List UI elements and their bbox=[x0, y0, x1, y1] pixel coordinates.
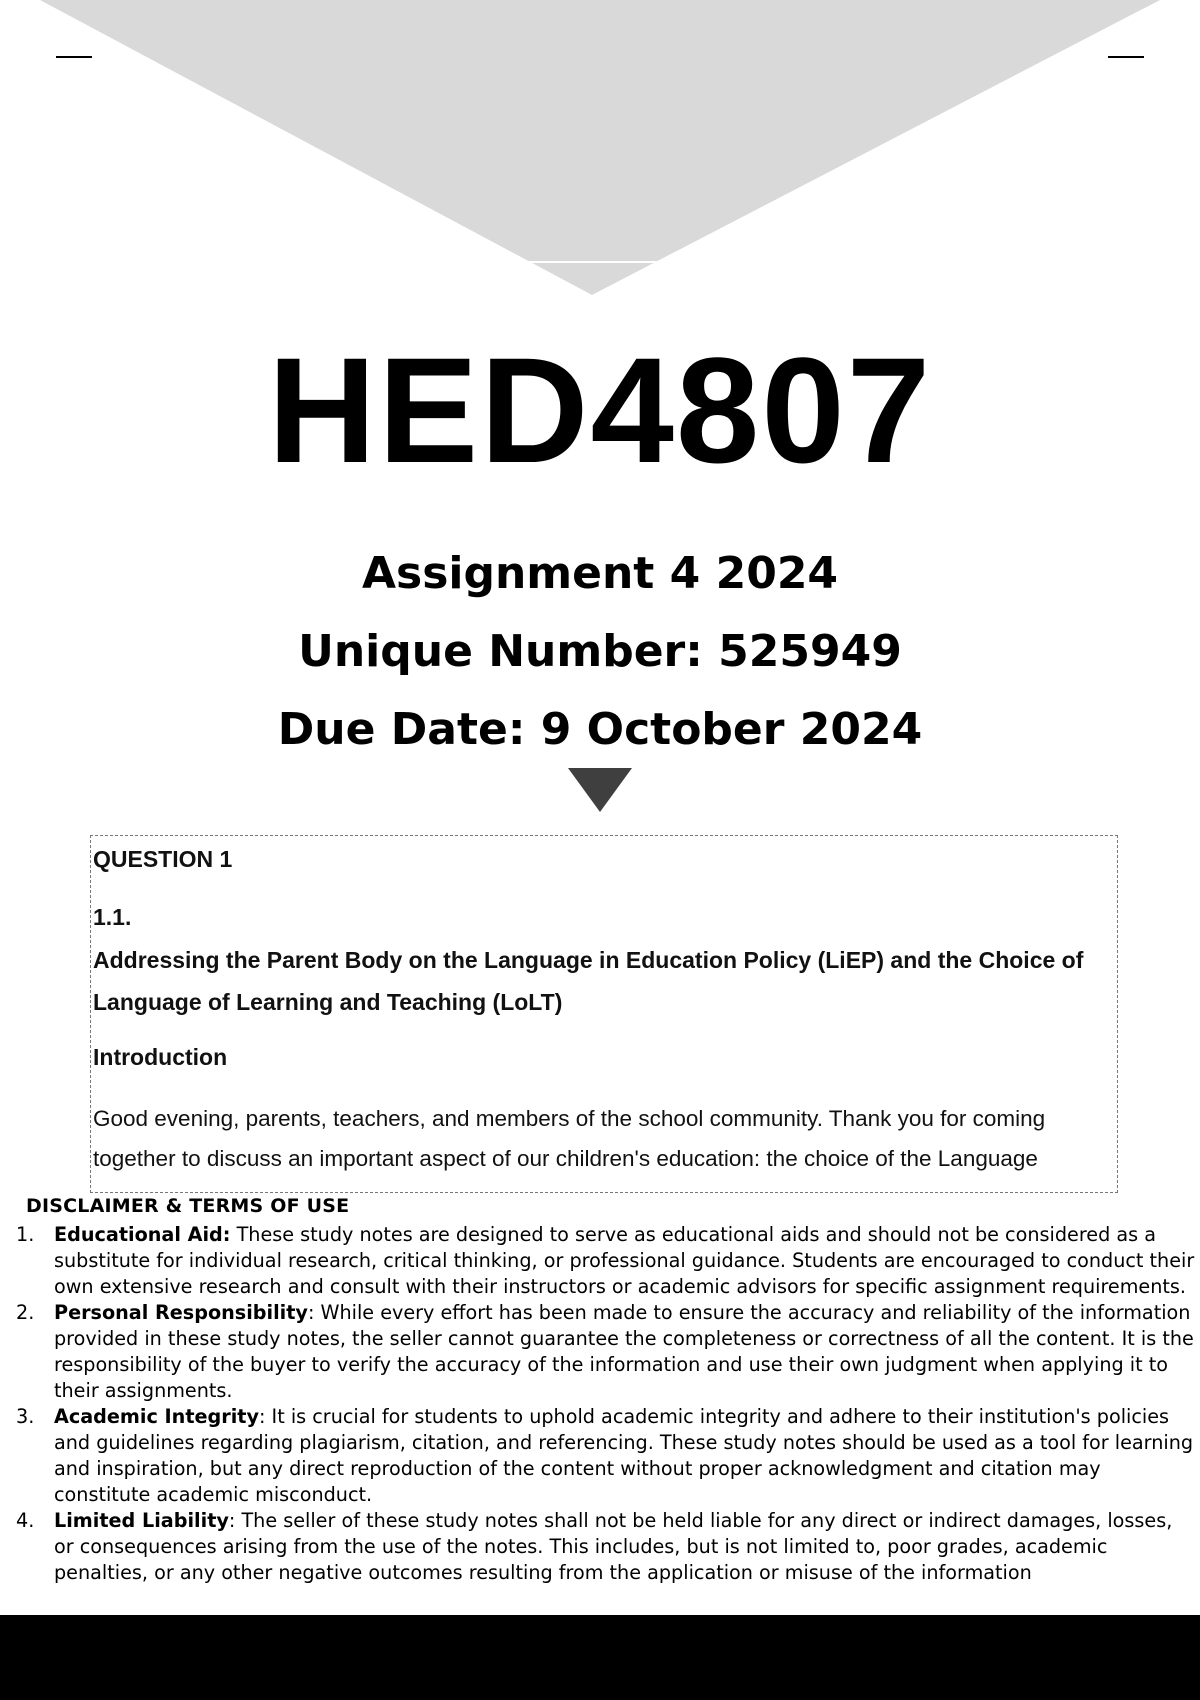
term-label: Limited Liability bbox=[54, 1509, 229, 1532]
disclaimer-title: DISCLAIMER & TERMS OF USE bbox=[26, 1195, 350, 1217]
banner-chevron-polygon bbox=[40, 0, 1160, 295]
term-label: Academic Integrity bbox=[54, 1405, 259, 1428]
terms-list-item bbox=[16, 1404, 1196, 1508]
term-label: Personal Responsibility bbox=[54, 1301, 308, 1324]
term-number: 2. bbox=[16, 1301, 35, 1324]
term-text: : It is crucial for students to uphold academic integrity and adhere to their institution's policies and guidelines regarding plagiarism, citation, and referencing. These study notes should be used as a tool for learning and inspiration, but any direct reproduction of the content without proper acknowledgment and citation may constitute academic misconduct. bbox=[54, 1405, 1194, 1506]
term-number: 1. bbox=[16, 1223, 35, 1246]
banner-chevron-shape bbox=[0, 0, 1200, 300]
due-date: Due Date: 9 October 2024 bbox=[277, 704, 923, 755]
unique-number: Unique Number: 525949 bbox=[298, 626, 902, 677]
corner-rule-right bbox=[1108, 56, 1144, 58]
terms-list-item bbox=[16, 1508, 1196, 1586]
term-number: 4. bbox=[16, 1509, 35, 1532]
introduction-heading: Introduction bbox=[93, 1044, 228, 1070]
assignment-title: Assignment 4 2024 bbox=[361, 548, 839, 599]
terms-list-item bbox=[16, 1300, 1196, 1404]
question-heading: QUESTION 1 bbox=[93, 846, 233, 872]
term-text: : While every effort has been made to ensure the accuracy and reliability of the information provided in these study notes, the seller cannot guarantee the completeness or correctness of all the content. It is the responsibility of the buyer to verify the accuracy of the information and use their own judgment when applying it to their assignments. bbox=[54, 1301, 1194, 1402]
term-text: : The seller of these study notes shall not be held liable for any direct or indirect damages, losses, or consequences arising from the use of the notes. This includes, but is not limited to, poor grades, academic penalties, or any other negative outcomes resulting from the application or misuse of the information bbox=[54, 1509, 1173, 1584]
down-arrow-icon bbox=[568, 768, 632, 812]
question-number: 1.1. bbox=[93, 904, 132, 930]
course-code-title: HED4807 bbox=[267, 326, 933, 494]
corner-rule-left bbox=[56, 56, 92, 58]
terms-list-item bbox=[16, 1222, 1196, 1300]
term-text: These study notes are designed to serve as educational aids and should not be considered as a substitute for individual research, critical thinking, or professional guidance. Students are encouraged to conduct their own extensive research and consult with their instructors or academic advisors for specific assignment requirements. bbox=[54, 1223, 1195, 1298]
question-title: Addressing the Parent Body on the Language in Education Policy (LiEP) and the Choice of Language of Learning and Teaching (LoLT) bbox=[93, 947, 1084, 1015]
term-number: 3. bbox=[16, 1405, 35, 1428]
introduction-paragraph: Good evening, parents, teachers, and members of the school community. Thank you for coming together to discuss an important aspect of our children's education: the choice of the Language bbox=[93, 1106, 1046, 1171]
bottom-black-bar bbox=[0, 1615, 1200, 1700]
term-label: Educational Aid: bbox=[54, 1223, 231, 1246]
document-preview-box bbox=[90, 835, 1118, 1193]
terms-list bbox=[16, 1222, 1196, 1586]
